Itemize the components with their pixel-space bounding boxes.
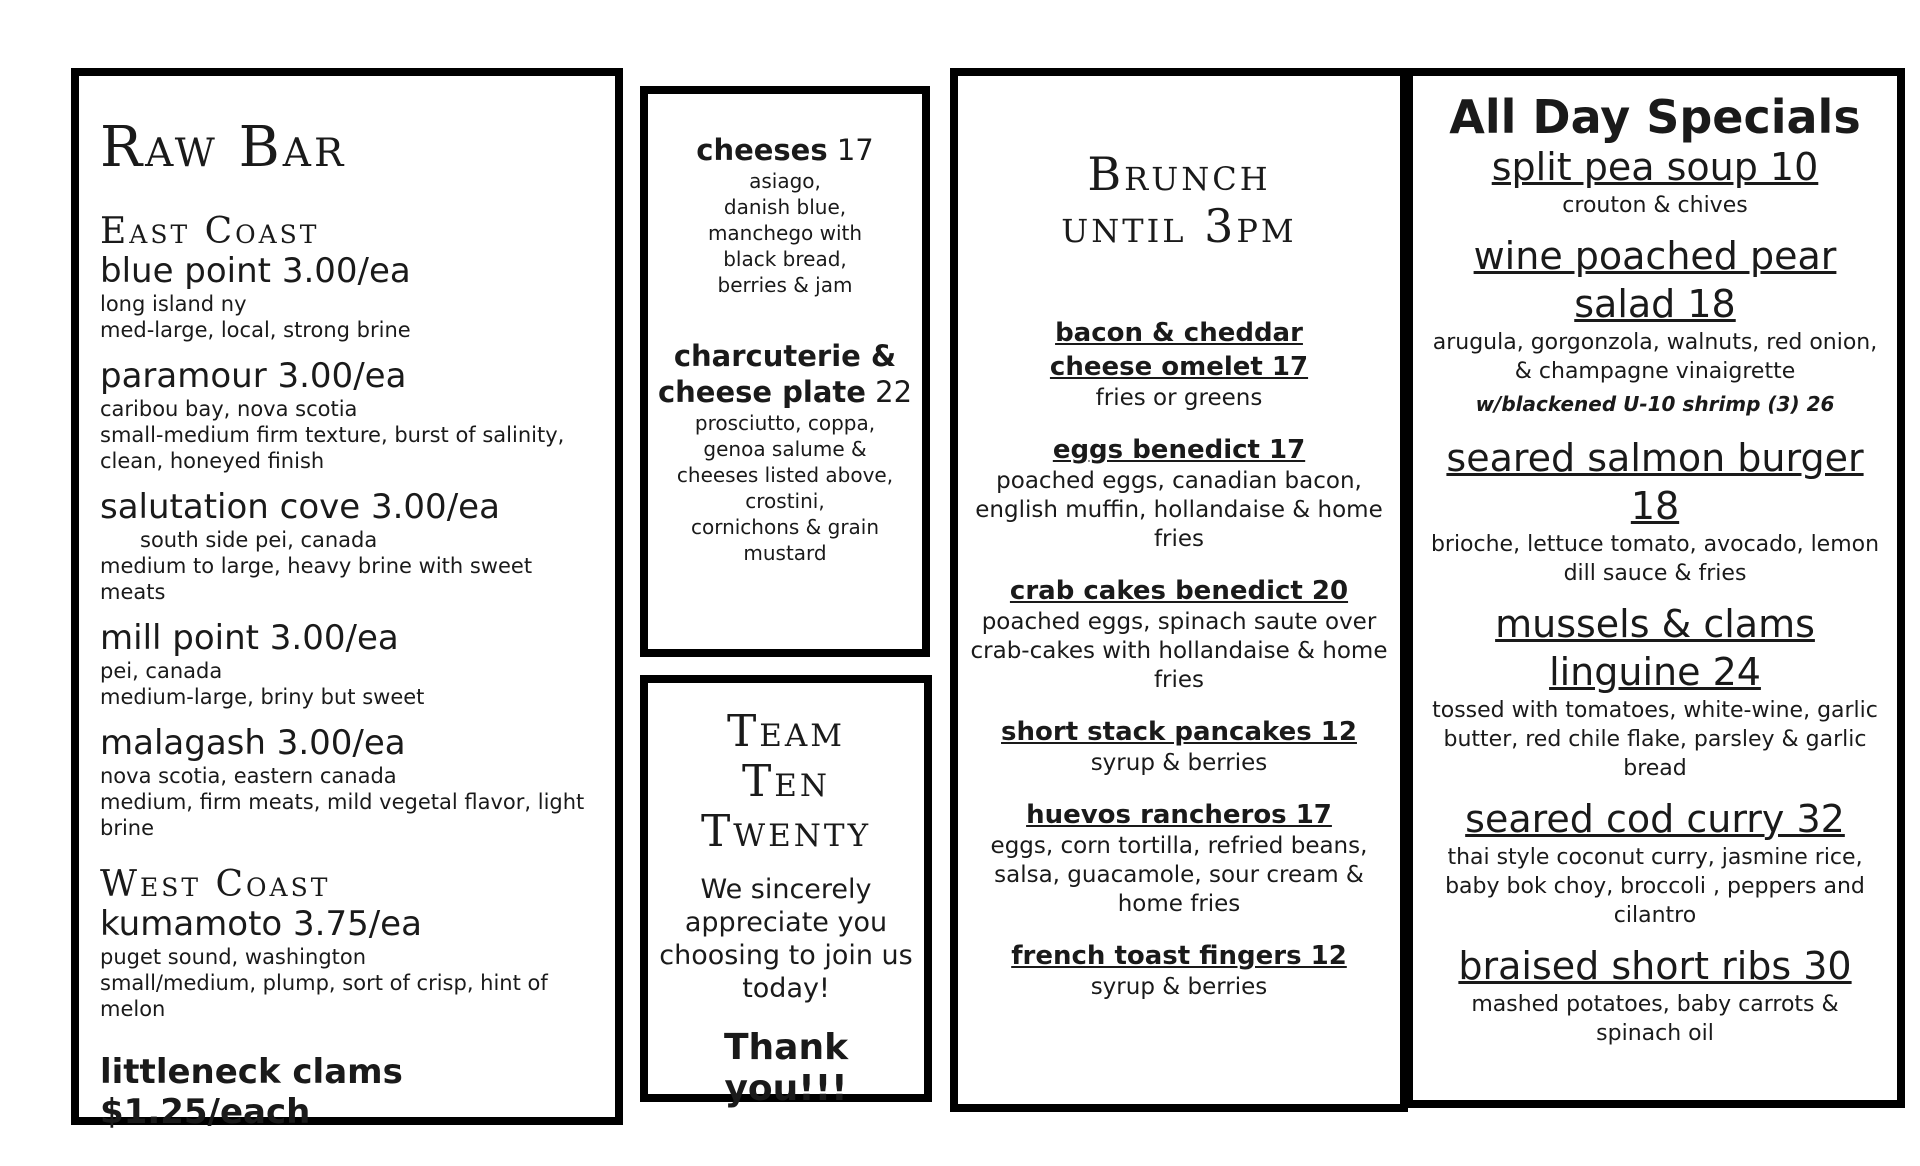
special-desc: brioche, lettuce tomato, avocado, lemon dill sauce & fries <box>1430 531 1880 586</box>
brunch-item <box>970 574 1388 695</box>
special-desc: arugula, gorgonzola, walnuts, red onion, & champagne vinaigrette <box>1432 329 1878 384</box>
thank-you: Thank you!!! <box>723 1027 849 1109</box>
brunch-item-name: french toast fingers 12 <box>1011 941 1347 971</box>
oyster-detail: pei, canada <box>100 658 223 683</box>
special-desc: mashed potatoes, baby carrots & spinach oil <box>1471 991 1839 1046</box>
brunch-item-desc: syrup & berries <box>1090 974 1268 1000</box>
special-item <box>1427 143 1883 220</box>
littleneck-clams: littleneck clams $1.25/each <box>100 1051 403 1132</box>
oyster-detail: south side pei, canada <box>140 527 378 552</box>
special-desc: tossed with tomatoes, white-wine, garlic butter, red chile flake, parsley & garlic bread <box>1432 697 1878 781</box>
oyster-name: malagash 3.00/ea <box>100 722 406 763</box>
oyster-item <box>100 252 595 343</box>
oyster-detail: medium-large, briny but sweet <box>100 684 425 709</box>
special-name: braised short ribs 30 <box>1458 943 1852 988</box>
west-coast-heading: West Coast <box>100 864 331 906</box>
special-name: wine poached pear salad 18 <box>1473 233 1837 326</box>
oyster-detail: medium to large, heavy brine with sweet meats <box>100 553 533 604</box>
specials-panel <box>1405 68 1905 1108</box>
special-item <box>1427 434 1883 588</box>
oyster-detail: small/medium, plump, sort of crisp, hint of melon <box>100 970 548 1021</box>
brunch-item-desc: poached eggs, spinach saute over crab-cakes with hollandaise & home fries <box>970 609 1388 693</box>
brunch-item <box>970 715 1388 778</box>
oyster-detail: caribou bay, nova scotia <box>100 396 358 421</box>
brunch-heading: Brunch until 3pm <box>1061 147 1297 253</box>
team-panel <box>640 675 932 1109</box>
charcuterie-desc: prosciutto, coppa, genoa salume & cheeses listed above, crostini, cornichons & grain mustard <box>676 411 894 565</box>
brunch-item-name: eggs benedict 17 <box>1052 435 1306 465</box>
team-message: We sincerely appreciate you choosing to join us today! <box>659 874 913 1004</box>
oyster-detail: puget sound, washington <box>100 944 367 969</box>
oyster-detail: long island ny <box>100 291 247 316</box>
special-item <box>1427 795 1883 930</box>
special-name: seared cod curry 32 <box>1465 796 1845 841</box>
oyster-detail: small-medium firm texture, burst of salinity, clean, honeyed finish <box>100 422 565 473</box>
charcuterie-title <box>656 338 914 410</box>
brunch-panel <box>950 68 1408 1112</box>
brunch-item-name: bacon & cheddar cheese omelet 17 <box>1049 318 1309 382</box>
oyster-item <box>100 619 595 710</box>
special-item <box>1427 600 1883 783</box>
brunch-item <box>970 939 1388 1002</box>
oyster-item <box>100 724 595 841</box>
cheeses-name: cheeses <box>696 133 828 167</box>
special-name: split pea soup 10 <box>1491 144 1819 189</box>
brunch-item-desc: eggs, corn tortilla, refried beans, salsa, guacamole, sour cream & home fries <box>990 833 1368 917</box>
oyster-item <box>100 905 595 1022</box>
raw-bar-title: Raw Bar <box>100 115 347 180</box>
cheese-panel <box>640 86 930 657</box>
special-item <box>1427 942 1883 1048</box>
cheeses-title <box>656 132 914 168</box>
oyster-name: paramour 3.00/ea <box>100 355 407 396</box>
brunch-item-name: short stack pancakes 12 <box>1001 717 1357 747</box>
specials-list <box>1427 143 1883 1048</box>
oyster-name: blue point 3.00/ea <box>100 250 411 291</box>
brunch-item-name: huevos rancheros 17 <box>1026 800 1332 830</box>
brunch-item <box>970 433 1388 554</box>
specials-heading: All Day Specials <box>1449 90 1861 144</box>
brunch-item <box>970 798 1388 919</box>
oyster-item <box>100 357 595 474</box>
east-coast-heading: East Coast <box>100 211 320 252</box>
charcuterie-price: 22 <box>875 375 913 409</box>
special-item <box>1427 232 1883 422</box>
brunch-item-name: crab cakes benedict 20 <box>1009 576 1349 606</box>
brunch-item-desc: fries or greens <box>1095 385 1263 411</box>
raw-bar-panel <box>71 68 623 1132</box>
special-name: mussels & clams linguine 24 <box>1495 601 1815 694</box>
brunch-item-desc: syrup & berries <box>1090 750 1268 776</box>
west-coast-list <box>100 905 595 1022</box>
brunch-item <box>970 316 1388 413</box>
cheeses-desc: asiago, danish blue, manchego with black bread, berries & jam <box>707 169 863 297</box>
east-coast-list <box>100 252 595 841</box>
oyster-detail: nova scotia, eastern canada <box>100 764 397 789</box>
special-note: w/blackened U-10 shrimp (3) 26 <box>1475 391 1835 416</box>
team-heading: Team Ten Twenty <box>700 706 872 857</box>
oyster-name: kumamoto 3.75/ea <box>100 903 422 944</box>
oyster-name: mill point 3.00/ea <box>100 617 399 658</box>
special-desc: crouton & chives <box>1562 192 1748 218</box>
brunch-list <box>970 316 1388 1002</box>
oyster-item <box>100 488 595 605</box>
oyster-name: salutation cove 3.00/ea <box>100 486 500 527</box>
charcuterie-name: charcuterie & cheese plate <box>657 339 897 409</box>
brunch-item-line <box>970 715 1388 778</box>
special-name: seared salmon burger 18 <box>1446 435 1864 528</box>
oyster-detail: medium, firm meats, mild vegetal flavor, light brine <box>100 790 585 841</box>
brunch-item-desc: poached eggs, canadian bacon, english muffin, hollandaise & home fries <box>975 468 1383 552</box>
cheeses-price: 17 <box>836 133 874 167</box>
special-desc: thai style coconut curry, jasmine rice, baby bok choy, broccoli , peppers and cilantro <box>1445 844 1865 928</box>
oyster-detail: med-large, local, strong brine <box>100 317 411 342</box>
